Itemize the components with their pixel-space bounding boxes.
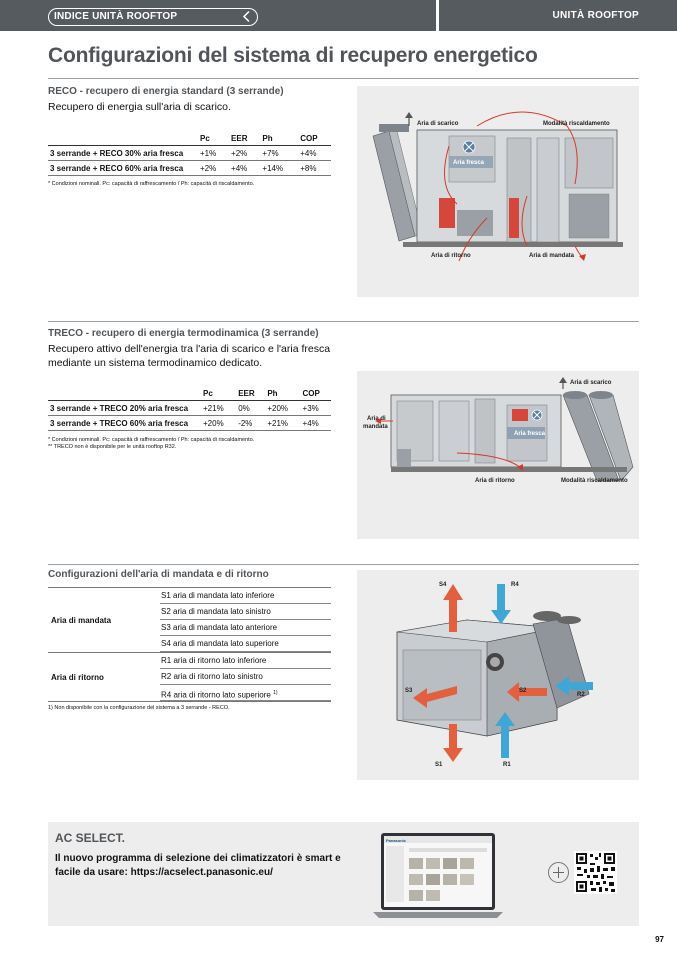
table-cell: +20% (265, 401, 300, 416)
table-cell: +20% (201, 416, 236, 431)
return-group (48, 653, 331, 703)
treco-title: TRECO - recupero di energia termodinamica (3 serrande) (48, 328, 319, 339)
group-rule (48, 701, 331, 702)
label-s4: S4 (439, 582, 447, 588)
table-row (48, 416, 331, 431)
table-cell: +1% (198, 146, 229, 161)
index-link[interactable] (48, 8, 258, 26)
header-bar (0, 0, 677, 31)
table-cell: +3% (301, 401, 331, 416)
reco-supply-label: Aria di mandata (529, 253, 575, 259)
supply-group-label: Aria di mandata (51, 616, 112, 625)
section-rule (48, 321, 639, 322)
row-label: 3 serrande + TRECO 60% aria fresca (48, 416, 201, 431)
airflow-note: 1) Non disponibile con la configurazione del sistema a 3 serrande - RECO. (48, 705, 230, 711)
treco-return-label: Aria di ritorno (475, 478, 515, 484)
list-item: R1 aria di ritorno lato inferiore (160, 653, 331, 669)
table-header: Ph (265, 386, 300, 401)
treco-exhaust-label: Aria di scarico (570, 380, 612, 386)
table-cell: +8% (298, 161, 331, 176)
label-r4: R4 (511, 582, 519, 588)
list-item: S4 aria di mandata lato superiore (160, 636, 331, 652)
row-label: 3 serrande + TRECO 20% aria fresca (48, 401, 201, 416)
page-number: 97 (655, 935, 664, 944)
reco-fresh-label: Aria fresca (453, 160, 485, 166)
table-header: Pc (201, 386, 236, 401)
label-r2: R2 (577, 692, 585, 698)
plus-icon[interactable] (548, 862, 569, 883)
section-label: UNITÀ ROOFTOP (552, 10, 639, 21)
table-cell: +14% (260, 161, 298, 176)
reco-diagram (357, 86, 639, 297)
table-header-empty (48, 386, 201, 401)
header-divider (436, 0, 439, 31)
table-header: COP (301, 386, 331, 401)
chevron-left-icon (241, 10, 253, 23)
ac-select-title: AC SELECT. (55, 831, 126, 845)
table-cell: +2% (229, 146, 260, 161)
airflow-title: Configurazioni dell'aria di mandata e di ritorno (48, 569, 269, 580)
reco-description: Recupero di energia sull'aria di scarico. (48, 101, 231, 113)
treco-supply-label-1: Aria di (367, 416, 386, 422)
table-row (48, 401, 331, 416)
page-title: Configurazioni del sistema di recupero energetico (48, 44, 538, 67)
reco-note: * Condizioni nominali. Pc: capacità di raffrescamento / Ph: capacità di riscaldamento. (48, 181, 255, 187)
table-header: COP (298, 131, 331, 146)
treco-table (48, 386, 331, 431)
return-group-label: Aria di ritorno (51, 673, 104, 682)
table-cell: +2% (198, 161, 229, 176)
table-header: EER (236, 386, 265, 401)
table-cell: +4% (301, 416, 331, 431)
ac-select-banner (48, 822, 639, 926)
reco-mode-label: Modalità riscaldamento (543, 121, 610, 127)
list-item: S3 aria di mandata lato anteriore (160, 620, 331, 636)
footnote-mark: 1) (273, 690, 278, 696)
label-s1: S1 (435, 762, 443, 768)
table-cell: +21% (265, 416, 300, 431)
list-item: R2 aria di ritorno lato sinistro (160, 669, 331, 685)
treco-mode-label: Modalità riscaldamento (561, 478, 628, 484)
table-header: Pc (198, 131, 229, 146)
supply-group (48, 588, 331, 653)
reco-return-label: Aria di ritorno (431, 253, 471, 259)
list-item: S1 aria di mandata lato inferiore (160, 588, 331, 604)
label-r1: R1 (503, 762, 511, 768)
laptop-image (373, 830, 511, 922)
table-cell: +21% (201, 401, 236, 416)
treco-diagram (357, 371, 639, 539)
label-s2: S2 (519, 688, 527, 694)
qr-code-icon[interactable] (574, 851, 617, 894)
table-header-row (48, 131, 331, 146)
table-cell: 0% (236, 401, 265, 416)
reco-title: RECO - recupero di energia standard (3 serrande) (48, 86, 284, 97)
table-cell: +4% (229, 161, 260, 176)
index-link-label: INDICE UNITÀ ROOFTOP (54, 11, 178, 22)
laptop-brand: Panasonic (386, 838, 407, 843)
section-rule (48, 564, 639, 565)
table-header: Ph (260, 131, 298, 146)
treco-description: Recupero attivo dell'energia tra l'aria di scarico e l'aria fresca mediante un sistema termodinamico dedicato. (48, 343, 331, 369)
treco-note-1: * Condizioni nominali. Pc: capacità di raffrescamento / Ph: capacità di riscaldamento. (48, 437, 255, 443)
table-row (48, 161, 331, 176)
table-cell: +4% (298, 146, 331, 161)
table-header-empty (48, 131, 198, 146)
table-cell: -2% (236, 416, 265, 431)
table-header: EER (229, 131, 260, 146)
ac-select-text[interactable]: Il nuovo programma di selezione dei climatizzatori è smart e facile da usare: https://acselect.panasonic.eu/ (55, 853, 341, 878)
list-item: S2 aria di mandata lato sinistro (160, 604, 331, 620)
table-cell: +7% (260, 146, 298, 161)
airflow-diagram (357, 570, 639, 780)
label-s3: S3 (405, 688, 413, 694)
row-label: 3 serrande + RECO 60% aria fresca (48, 161, 198, 176)
list-item-text: R4 aria di ritorno lato superiore (161, 690, 271, 700)
table-row (48, 146, 331, 161)
row-label: 3 serrande + RECO 30% aria fresca (48, 146, 198, 161)
table-header-row (48, 386, 331, 401)
reco-table (48, 131, 331, 176)
title-rule (48, 78, 639, 79)
treco-fresh-label: Aria fresca (514, 431, 546, 437)
list-item (160, 685, 331, 701)
reco-exhaust-label: Aria di scarico (417, 121, 459, 127)
treco-note-2: ** TRECO non è disponibile per le unità rooftop R32. (48, 444, 177, 450)
treco-supply-label-2: mandata (363, 424, 388, 430)
